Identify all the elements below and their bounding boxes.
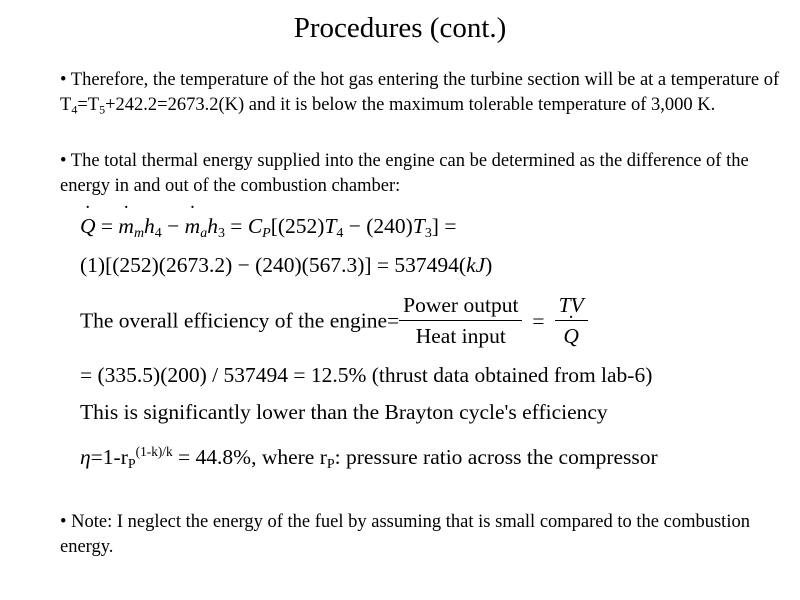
- equals-sign: =: [224, 214, 248, 238]
- bullet1-prefix: • Therefore, the temperature of the hot gas entering the turbine section will be at a temperature of T: [60, 70, 780, 115]
- fraction-power-heat: [399, 290, 522, 351]
- q-dot-denominator: ˙ Q: [563, 321, 579, 351]
- t5-subscript: 5: [99, 102, 106, 117]
- c-symbol: C: [247, 214, 263, 238]
- q-dot-symbol: ˙ Q: [80, 211, 96, 241]
- rp-subscript-2: P: [326, 457, 335, 473]
- bullet-thermal-energy: • The total thermal energy supplied into the engine can be determined as the difference of the energy in and out of the combustion chamber:: [60, 151, 749, 196]
- tv-numerator: TV: [555, 290, 588, 321]
- brayton-comparison: This is significantly lower than the Brayton cycle's efficiency: [80, 400, 608, 424]
- eta-description: : pressure ratio across the compressor: [334, 444, 658, 469]
- eq1-close: ] =: [431, 214, 457, 238]
- eta-eq: =1-r: [90, 444, 128, 469]
- fraction-numerator: Power output: [399, 290, 522, 321]
- h-symbol: h: [144, 214, 155, 238]
- t-symbol: T: [324, 214, 337, 238]
- m-dot-symbol: ˙ m: [118, 211, 134, 241]
- rp-exponent: (1-k)/k: [135, 444, 173, 459]
- p-subscript: P: [262, 226, 271, 242]
- eta-symbol: η: [80, 444, 91, 469]
- eq2-text: (1)[(252)(2673.2) − (240)(567.3)] = 537494(: [80, 253, 467, 277]
- bracket-open: [(252): [270, 214, 325, 238]
- equation-heat-value: [80, 250, 492, 280]
- q-denominator-wrap: [555, 321, 588, 351]
- kj-unit: kJ: [466, 253, 486, 277]
- t4-subscript: 4: [71, 102, 78, 117]
- rp-subscript: P: [127, 457, 136, 473]
- bullet-note: • Note: I neglect the energy of the fuel by assuming that is small compared to the combustion energy.: [60, 512, 750, 557]
- t4-eq-subscript: 4: [336, 226, 344, 242]
- m-dot-symbol-2: ˙ m: [185, 211, 201, 241]
- t-symbol-2: T: [412, 214, 425, 238]
- a-subscript: a: [200, 226, 208, 242]
- eq2-close: ): [485, 253, 493, 277]
- efficiency-definition: [80, 290, 588, 351]
- h4-subscript: 4: [154, 226, 162, 242]
- t3-subscript: 3: [424, 226, 432, 242]
- h3-subscript: 3: [217, 226, 225, 242]
- bullet1-suffix: +242.2=2673.2(K) and it is below the maximum tolerable temperature of 3,000 K.: [105, 94, 716, 115]
- fraction-denominator: Heat input: [415, 324, 506, 348]
- fraction-equals: =: [532, 308, 545, 333]
- bullet-turbine-temperature: [60, 68, 780, 122]
- eta-value: = 44.8%, where r: [172, 444, 327, 469]
- h-symbol-2: h: [207, 214, 218, 238]
- m-subscript: m: [133, 226, 145, 242]
- bullet1-mid: =T: [77, 94, 100, 115]
- brayton-efficiency: [80, 437, 658, 480]
- minus-sign: −: [161, 214, 185, 238]
- efficiency-label: The overall efficiency of the engine=: [80, 308, 400, 333]
- equation-heat-supplied: ˙ Q = ˙ $m_mh_4$ − ˙ $m_ah_3 = C_P[(252)T_4 - (240)T_3]$ =: [80, 211, 456, 249]
- eq1-mid: − (240): [343, 214, 413, 238]
- efficiency-calculation: = (335.5)(200) / 537494 = 12.5% (thrust data obtained from lab-6): [80, 363, 653, 387]
- fraction-tv-q: [555, 290, 588, 351]
- slide-title: Procedures (cont.): [293, 12, 507, 44]
